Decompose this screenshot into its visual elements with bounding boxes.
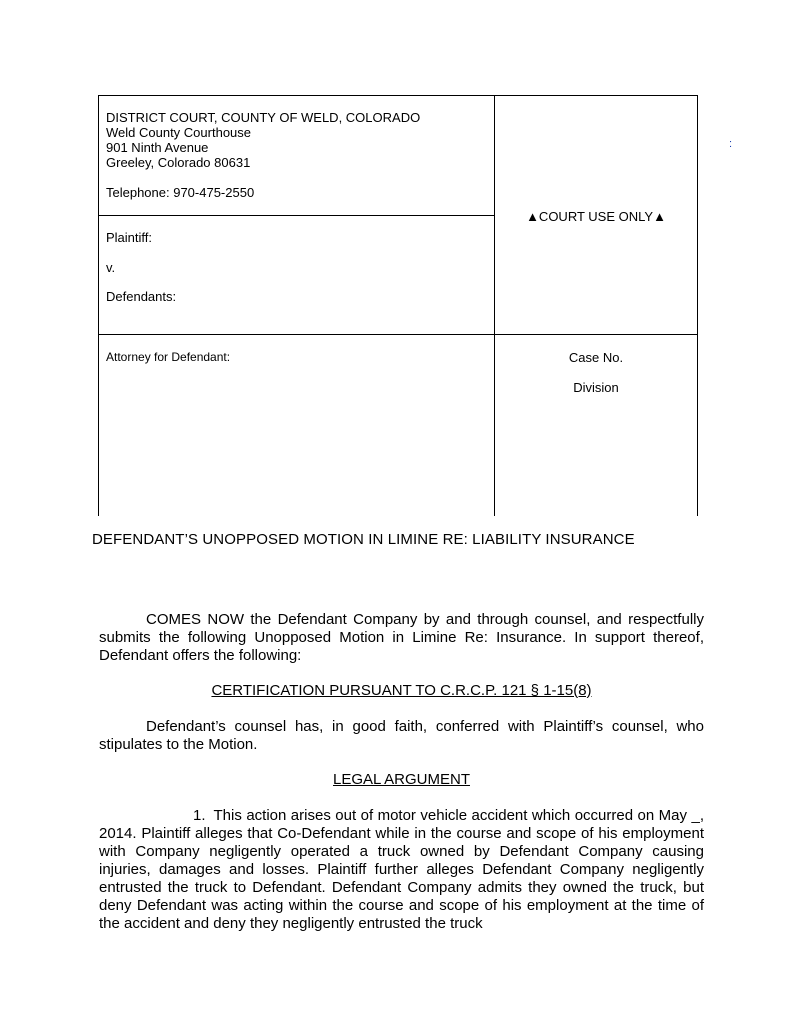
court-city: Greeley, Colorado 80631 xyxy=(106,155,251,170)
document-title: DEFENDANT’S UNOPPOSED MOTION IN LIMINE RE: LIABILITY INSURANCE xyxy=(92,531,635,548)
court-telephone: Telephone: 970-475-2550 xyxy=(106,185,255,200)
court-use-only-label: ▲COURT USE ONLY▲ xyxy=(526,209,666,224)
attorney-label: Attorney for Defendant: xyxy=(106,350,231,364)
table-border-left xyxy=(98,95,99,516)
case-number-label: Case No. xyxy=(568,350,624,365)
certification-paragraph: Defendant’s counsel has, in good faith, conferred with Plaintiff’s counsel, who stipulates to the Motion. xyxy=(99,718,704,753)
courthouse-name: Weld County Courthouse xyxy=(106,125,252,140)
legal-argument-heading: LEGAL ARGUMENT xyxy=(333,771,470,788)
table-divider-attorney xyxy=(98,334,698,335)
paragraph-1-text: This action arises out of motor vehicle accident which occurred on May _, 2014. Plaintiff alleges that Co-Defendant while in the course and scope of his employment with Company negligently operated a truck owned by Defendant Company causing injuries, damages and losses. Plaintiff further alleges Defendant Company negligently entrusted the truck to Defendant. Defendant Company admits they owned the truck, but deny Defendant was acting within the course and scope of his employment at the time of the accident and deny they negligently entrusted the truck xyxy=(99,807,704,932)
table-divider-vertical xyxy=(494,95,495,516)
plaintiff-label: Plaintiff: xyxy=(106,230,153,245)
versus-label: v. xyxy=(106,260,116,275)
court-name: DISTRICT COURT, COUNTY OF WELD, COLORADO xyxy=(106,110,421,125)
defendants-label: Defendants: xyxy=(106,289,177,304)
table-border-right xyxy=(697,95,698,516)
division-label: Division xyxy=(573,380,619,395)
certification-heading: CERTIFICATION PURSUANT TO C.R.C.P. 121 § 1-15(8) xyxy=(211,682,592,699)
paragraph-1-number: 1. xyxy=(193,807,206,824)
stray-mark: : xyxy=(729,138,733,150)
court-address-block xyxy=(106,110,420,200)
paragraph-1 xyxy=(99,807,704,933)
table-border-top xyxy=(98,95,698,96)
intro-paragraph: COMES NOW the Defendant Company by and through counsel, and respectfully submits the following Unopposed Motion in Limine Re: Insurance. In support thereof, Defendant offers the following: xyxy=(99,611,704,664)
court-street: 901 Ninth Avenue xyxy=(106,140,209,155)
caption-table xyxy=(98,95,698,516)
table-divider-court-parties xyxy=(98,215,495,216)
